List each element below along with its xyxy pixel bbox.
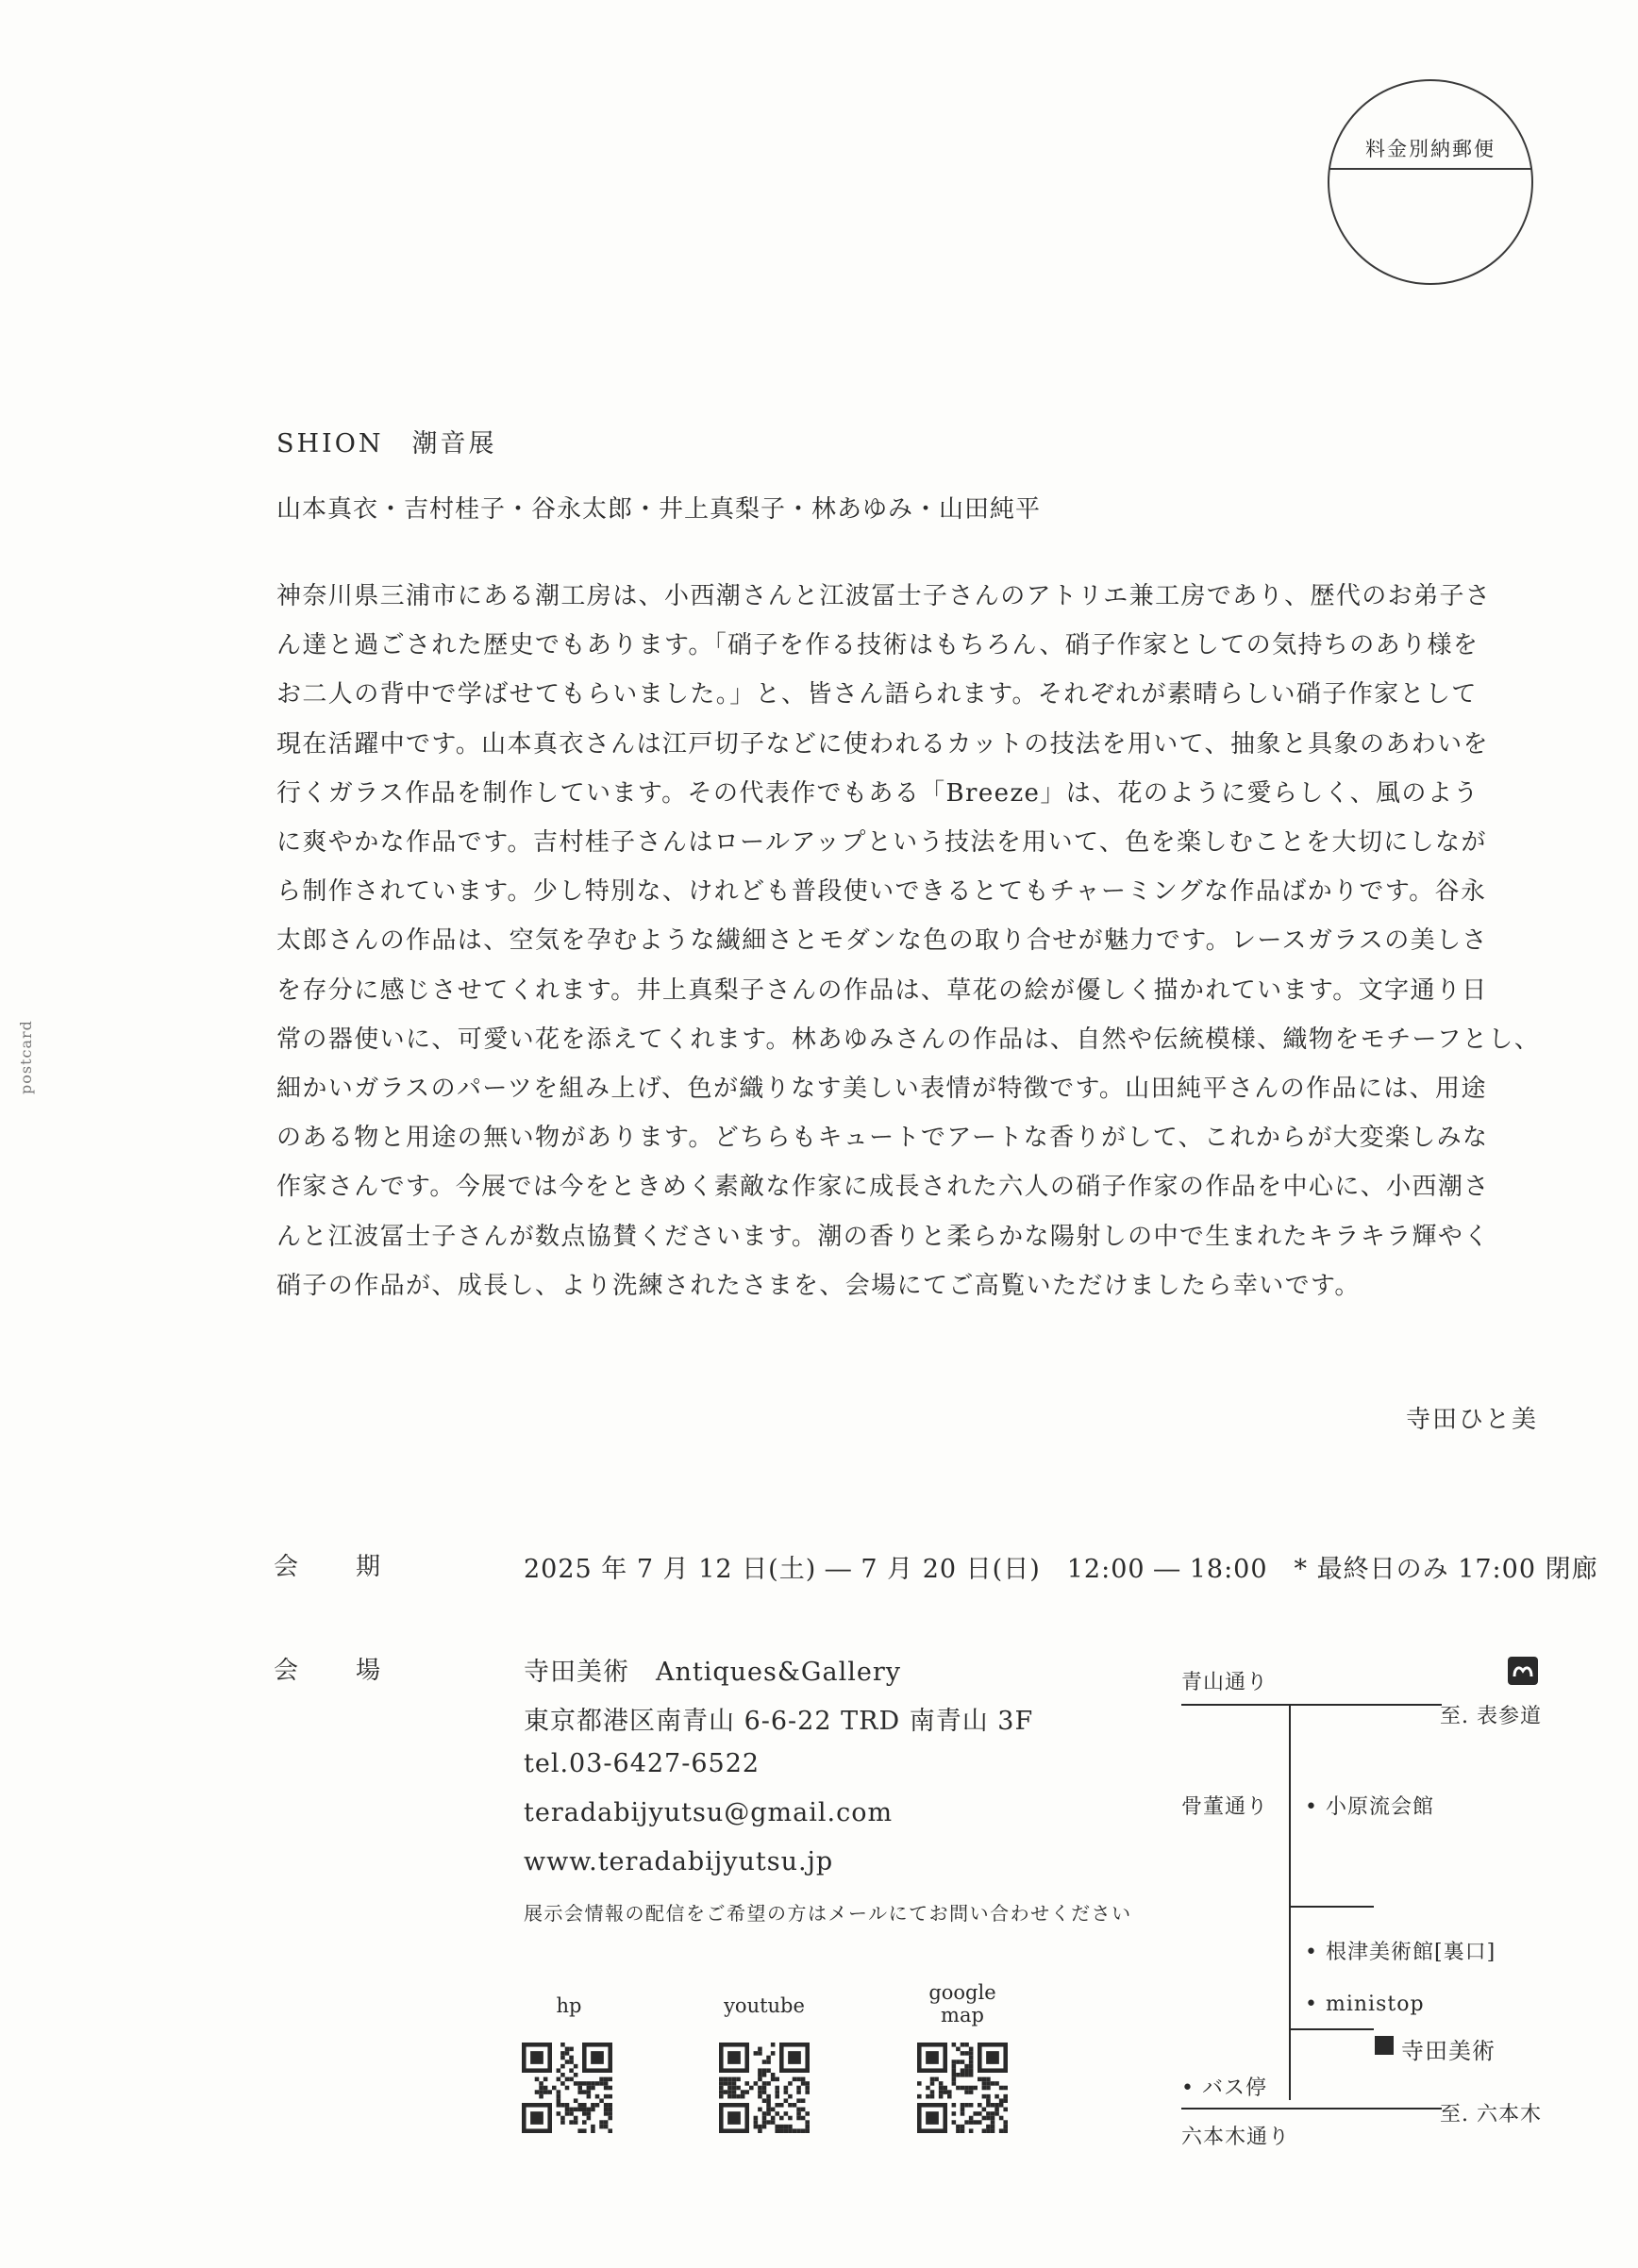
map-ministop-label: ministop xyxy=(1325,1993,1425,2016)
postage-mark xyxy=(1328,79,1533,285)
exhibition-period: 2025 年 7 月 12 日(土) ― 7 月 20 日(日) 12:00 ― 18:00 * 最終日のみ 17:00 閉廊 xyxy=(524,1555,1598,1584)
body-line: 細かいガラスのパーツを組み上げ、色が織りなす美しい表情が特徴です。山田純平さんの作品には、用途 xyxy=(276,1075,1487,1104)
body-line: 太郎さんの作品は、空気を孕むような繊細さとモダンな色の取り合せが魅力です。レースガラスの美しさ xyxy=(276,926,1488,956)
map-bus-stop-label: バス停 xyxy=(1201,2076,1267,2100)
qr-code-youtube-icon[interactable] xyxy=(719,2043,810,2133)
period-label-char: 会 xyxy=(274,1553,302,1581)
body-line: 現在活躍中です。山本真衣さんは江戸切子などに使われるカットの技法を用いて、抽象と具象のあわいを xyxy=(276,729,1489,759)
signature: 寺田ひと美 xyxy=(1405,1406,1538,1434)
body-line: んと江波冨士子さんが数点協賛くださいます。潮の香りと柔らかな陽射しの中で生まれたキラキラ輝やく xyxy=(276,1222,1490,1251)
map-gallery: 寺田美術 xyxy=(1401,2038,1496,2064)
body-line: 神奈川県三浦市にある潮工房は、小西潮さんと江波冨士子さんのアトリエ兼工房であり、歴代のお弟子さ xyxy=(276,582,1492,610)
map-to-roppongi: 至. 六本木 xyxy=(1440,2103,1542,2126)
body-line: 常の器使いに、可愛い花を添えてくれます。林あゆみさんの作品は、自然や伝統模様、織物をモチーフとし、 xyxy=(276,1025,1541,1054)
map-road-kotto xyxy=(1289,1704,1291,2100)
venue-info xyxy=(524,1651,1132,1947)
period-label-char: 期 xyxy=(356,1553,384,1581)
venue-label-char: 会 xyxy=(274,1657,302,1685)
body-line: のある物と用途の無い物があります。どちらもキュートでアートな香りがして、これからが大変楽しみな xyxy=(276,1124,1489,1153)
venue-website[interactable]: www.teradabijyutsu.jp xyxy=(524,1847,834,1876)
map-aoyama-dori: 青山通り xyxy=(1181,1671,1269,1694)
access-map xyxy=(1170,1642,1566,2151)
exhibition-title: SHION 潮音展 xyxy=(276,429,497,459)
postage-label: 料金別納郵便 xyxy=(1365,138,1496,160)
map-nezu: • 根津美術館[裏口] xyxy=(1305,1941,1496,1964)
body-line: お二人の背中で学ばせてもらいました。」と、皆さん語られます。それぞれが素晴らしい硝子作家として xyxy=(276,680,1478,709)
qr-label-google-map: google map xyxy=(928,1981,996,2026)
introduction-text xyxy=(276,572,1541,1310)
body-line: 作家さんです。今展では今をときめく素敵な作家に成長された六人の硝子作家の作品を中心に、小西潮さ xyxy=(276,1173,1490,1202)
map-ohararyu: • 小原流会館 xyxy=(1305,1795,1434,1819)
gallery-location-icon xyxy=(1375,2036,1394,2055)
map-ministop: • ministop xyxy=(1305,1993,1425,2016)
metro-station-icon xyxy=(1508,1657,1538,1685)
period-label xyxy=(274,1547,383,1582)
postage-divider xyxy=(1329,168,1531,170)
map-roppongi-dori: 六本木通り xyxy=(1181,2126,1291,2149)
qr-label-youtube: youtube xyxy=(724,1994,805,2017)
venue-email[interactable]: teradabijyutsu@gmail.com xyxy=(524,1798,894,1827)
body-line: ん達と過ごされた歴史でもあります。「硝子を作る技術はもちろん、硝子作家としての気持ちのあり様を xyxy=(276,631,1479,660)
venue-label-char: 場 xyxy=(356,1657,384,1685)
postcard-side-label: postcard xyxy=(17,1020,35,1094)
map-side-street-2 xyxy=(1289,2028,1374,2030)
map-road-roppongi xyxy=(1181,2108,1442,2110)
body-line: 行くガラス作品を制作しています。その代表作でもある「Breeze」は、花のように愛らしく、風のよう xyxy=(276,778,1479,808)
venue-name: 寺田美術 Antiques&Gallery xyxy=(524,1658,901,1687)
map-to-omotesando: 至. 表参道 xyxy=(1440,1705,1542,1728)
body-line: 硝子の作品が、成長し、より洗練されたさまを、会場にてご高覧いただけましたら幸いです。 xyxy=(276,1271,1361,1300)
map-road-aoyama xyxy=(1181,1704,1442,1706)
map-side-street xyxy=(1289,1906,1374,1908)
qr-code-google-map-icon[interactable] xyxy=(917,2043,1008,2133)
body-line: ら制作されています。少し特別な、けれども普段使いできるとてもチャーミングな作品ばかりです。谷永 xyxy=(276,877,1487,907)
venue-address: 東京都港区南青山 6-6-22 TRD 南青山 3F xyxy=(524,1707,1034,1736)
map-bus-stop: • バス停 xyxy=(1181,2076,1267,2100)
map-ohararyu-label: 小原流会館 xyxy=(1325,1795,1434,1819)
qr-label-hp: hp xyxy=(556,1994,582,2017)
map-nezu-label: 根津美術館[裏口] xyxy=(1325,1941,1496,1964)
venue-label xyxy=(274,1651,383,1686)
body-line: に爽やかな作品です。吉村桂子さんはロールアップという技法を用いて、色を楽しむことを大切にしなが xyxy=(276,828,1487,858)
map-kotto-dori: 骨董通り xyxy=(1181,1795,1269,1819)
artist-list: 山本真衣・吉村桂子・谷永太郎・井上真梨子・林あゆみ・山田純平 xyxy=(276,495,1042,524)
newsletter-note: 展示会情報の配信をご希望の方はメールにてお問い合わせください xyxy=(524,1902,1132,1925)
qr-code-hp-icon[interactable] xyxy=(522,2043,612,2133)
body-line: を存分に感じさせてくれます。井上真梨子さんの作品は、草花の絵が優しく描かれています。文字通り日 xyxy=(276,976,1488,1005)
venue-tel[interactable]: tel.03-6427-6522 xyxy=(524,1749,760,1778)
